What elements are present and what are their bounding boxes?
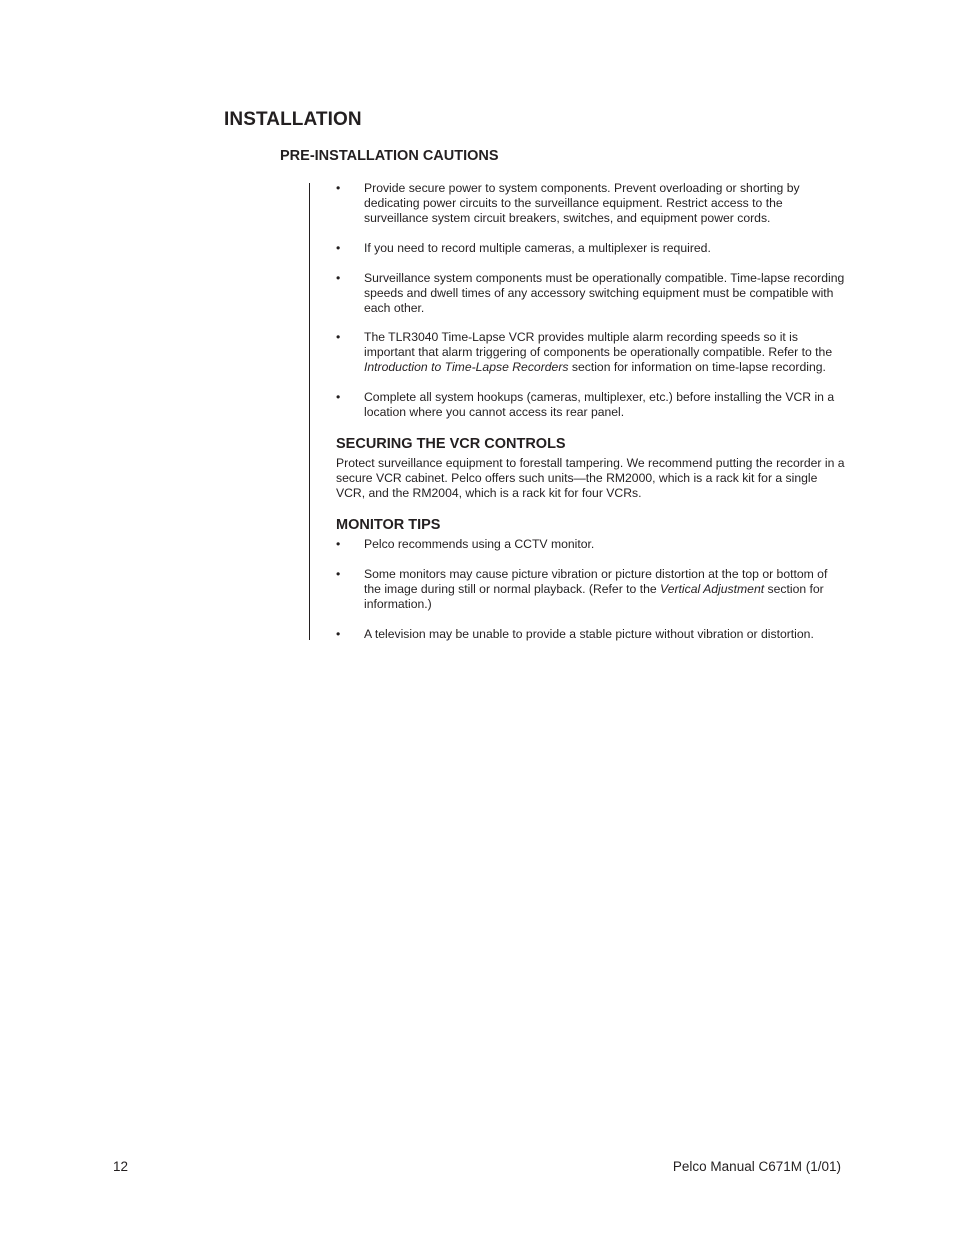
- bullet: •: [336, 271, 341, 285]
- monitor-text: [364, 567, 846, 612]
- caution-text-end: section for information on time-lapse recording.: [568, 360, 826, 374]
- page-number: 12: [113, 1159, 129, 1174]
- securing-title: SECURING THE VCR CONTROLS: [336, 436, 566, 452]
- caution-text: Surveillance system components must be operationally compatible. Time-lapse recording speeds and dwell times of any accessory switching equipment must be compatible with each other.: [364, 271, 845, 315]
- monitor-text: A television may be unable to provide a stable picture without vibration or distortion.: [364, 627, 814, 641]
- caution-text: If you need to record multiple cameras, a multiplexer is required.: [364, 241, 711, 255]
- securing-paragraph: Protect surveillance equipment to forestall tampering. We recommend putting the recorder in a secure VCR cabinet. Pelco offers such units—the RM2000, which is a rack kit for a single VCR, and the RM2004, which is a rack kit for four VCRs.: [336, 456, 845, 500]
- reference-title: Vertical Adjustment: [660, 582, 765, 596]
- caution-text-start: The TLR3040 Time-Lapse VCR provides multiple alarm recording speeds so it is important that alarm triggering of components be operationally compatible. Refer to the: [364, 330, 833, 359]
- caution-item-4: [336, 330, 846, 375]
- caution-text: Provide secure power to system components. Prevent overloading or shorting by dedicating power circuits to the surveillance equipment. Restrict access to the surveillance system circuit breakers, switches, and equipment power cords.: [364, 181, 800, 225]
- monitor-text-start: Some monitors may cause picture vibration or picture distortion at the top or bottom of the image during still or normal playback. (Refer to the: [364, 567, 828, 596]
- monitor-tips-title: MONITOR TIPS: [336, 517, 441, 533]
- monitor-item-1: [336, 537, 846, 552]
- caution-item-1: [336, 181, 846, 226]
- monitor-item-2: [336, 567, 846, 612]
- caution-text: [364, 330, 846, 375]
- caution-item-3: [336, 271, 846, 316]
- caution-item-5: [336, 390, 846, 420]
- caution-text: Complete all system hookups (cameras, multiplexer, etc.) before installing the VCR in a location where you cannot access its rear panel.: [364, 390, 835, 419]
- bullet: •: [336, 390, 341, 404]
- pre-installation-title: PRE-INSTALLATION CAUTIONS: [280, 148, 499, 164]
- monitor-item-3: [336, 627, 846, 642]
- bullet: •: [336, 537, 341, 551]
- change-bar: [309, 183, 310, 640]
- bullet: •: [336, 241, 341, 255]
- caution-item-2: [336, 241, 846, 256]
- manual-id: Pelco Manual C671M (1/01): [672, 1159, 841, 1174]
- monitor-text: Pelco recommends using a CCTV monitor.: [364, 537, 595, 551]
- bullet: •: [336, 567, 341, 581]
- monitor-text-end: section for information.): [364, 582, 824, 611]
- page-heading: INSTALLATION: [224, 109, 362, 130]
- reference-title: Introduction to Time-Lapse Recorders: [364, 360, 569, 374]
- bullet: •: [336, 330, 341, 344]
- bullet: •: [336, 627, 341, 641]
- bullet: •: [336, 181, 341, 195]
